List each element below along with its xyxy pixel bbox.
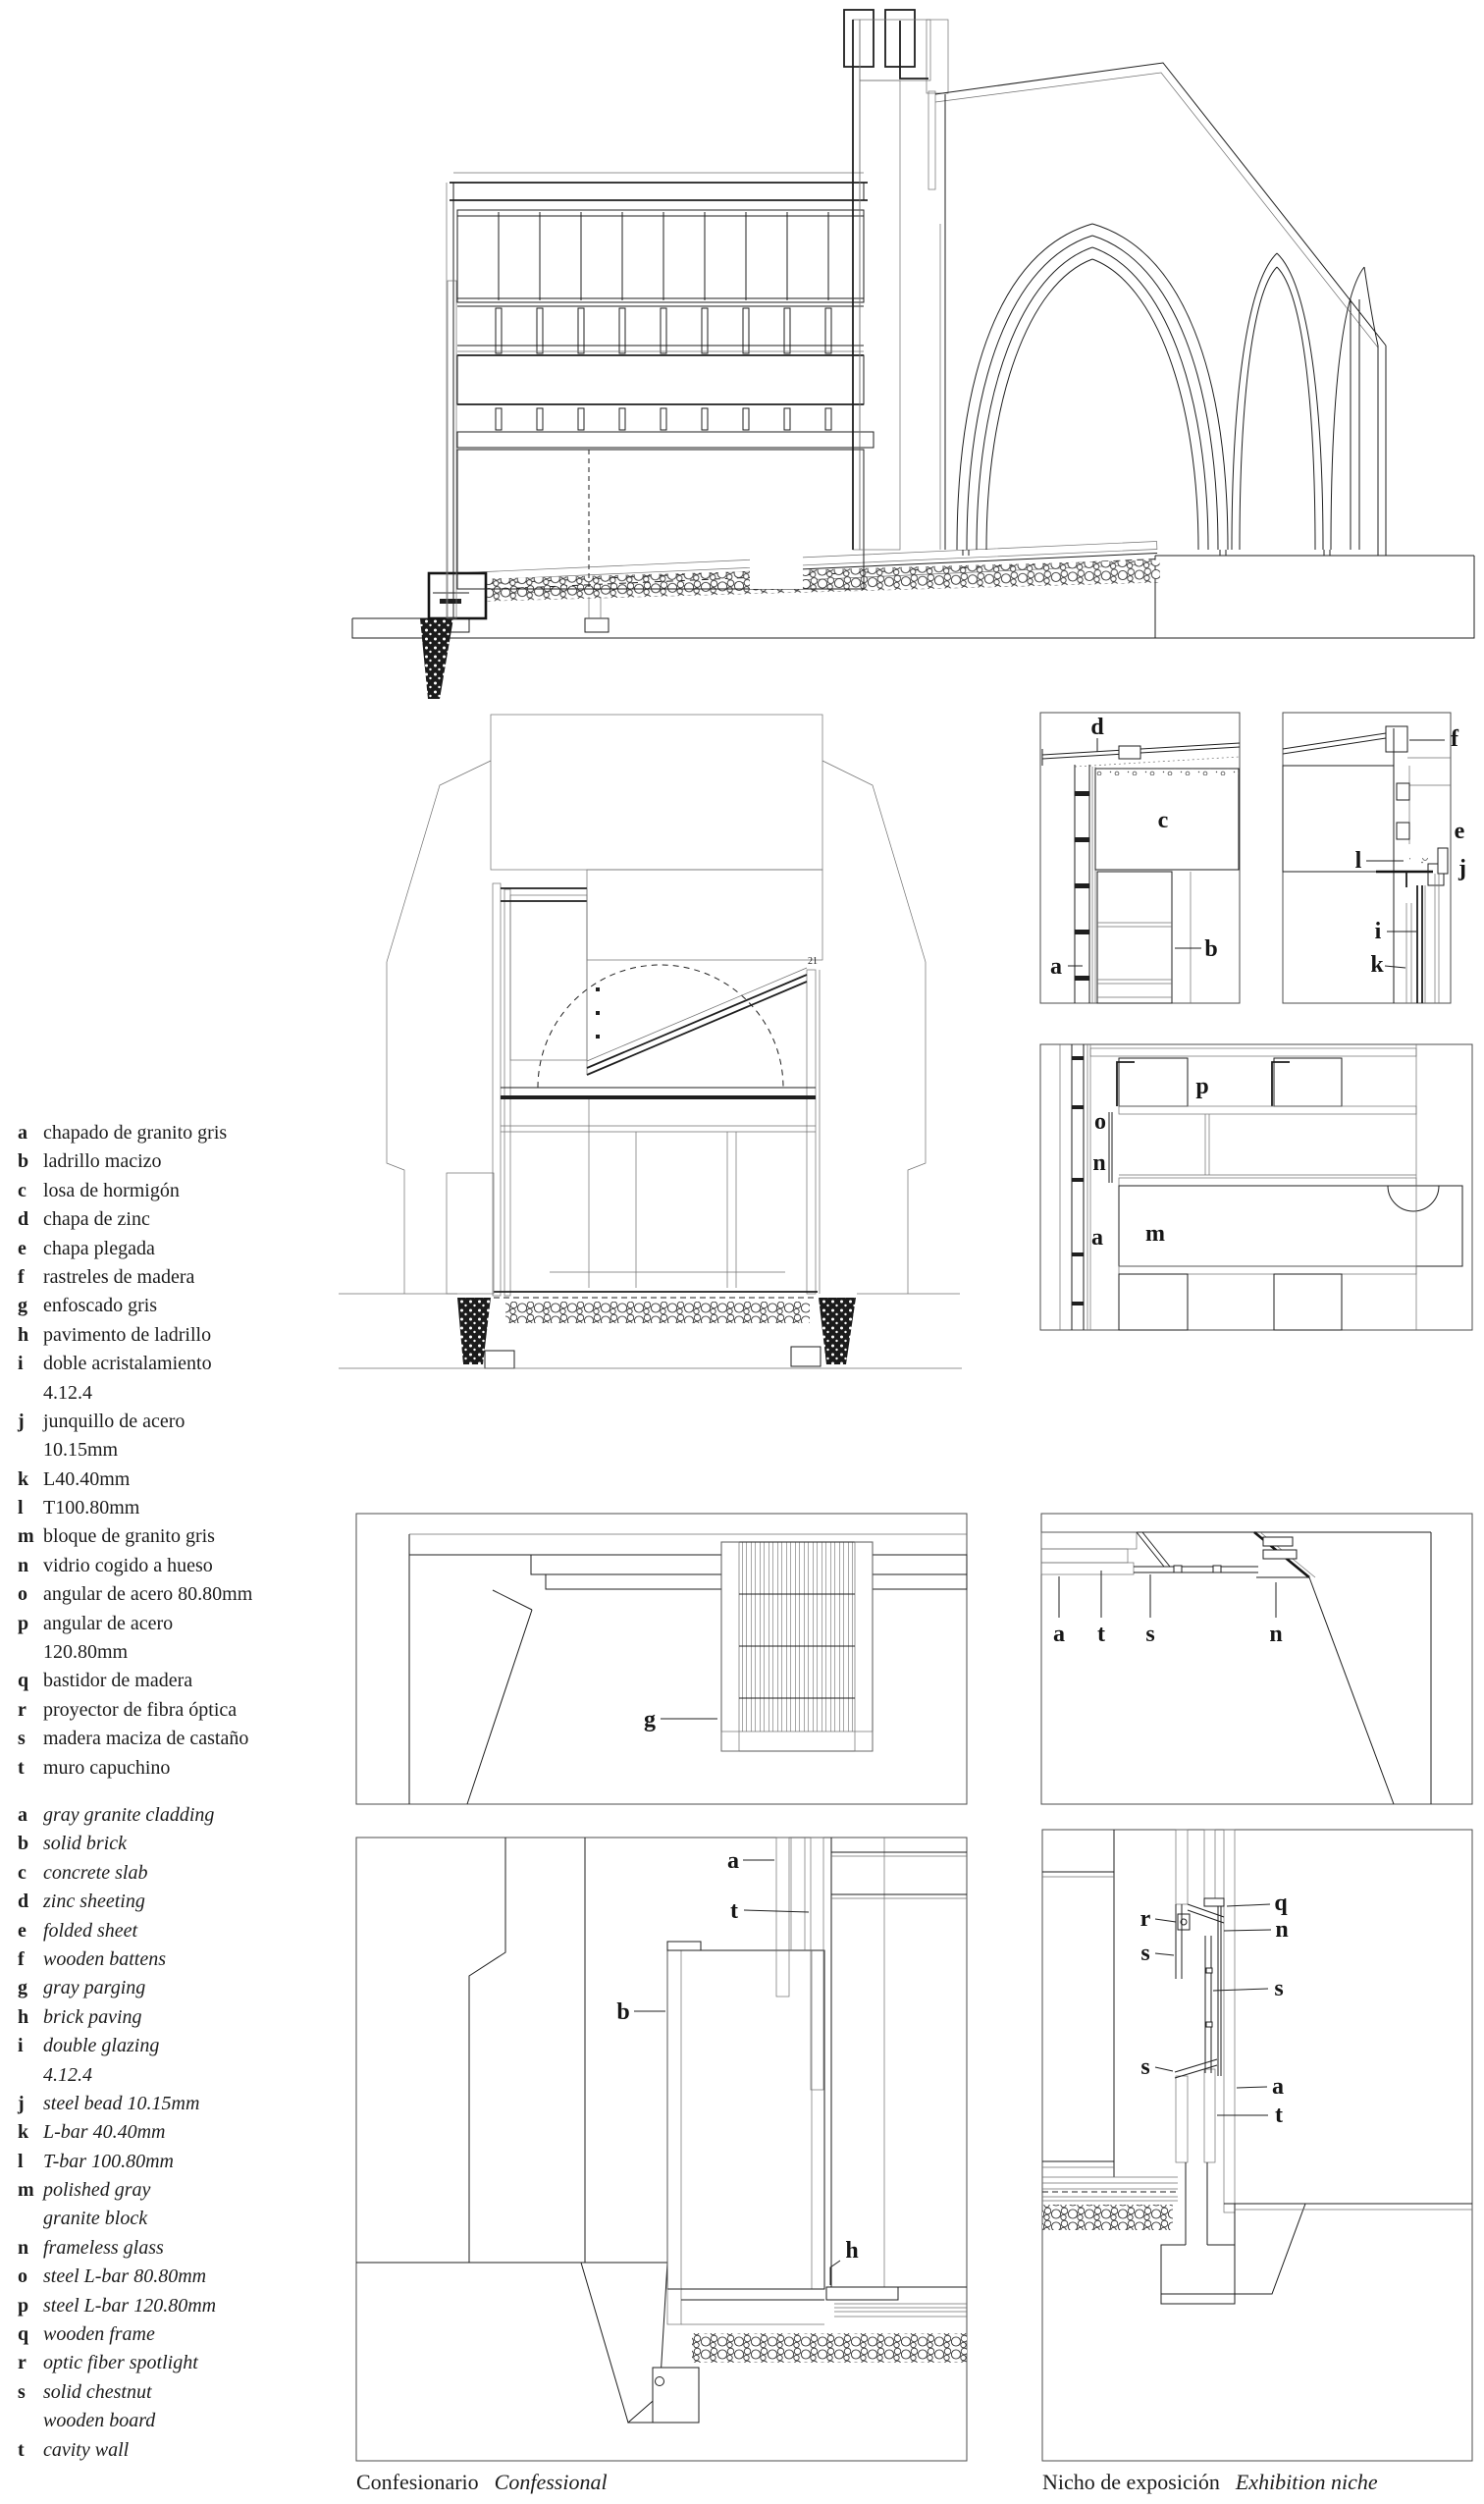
legend-item-key: e: [18, 1919, 26, 1942]
legend-item-text: wooden frame: [43, 2323, 155, 2346]
legend-item: [18, 1580, 332, 1609]
legend-item-key: q: [18, 2323, 29, 2346]
legend-item-key: m: [18, 2179, 34, 2202]
legend-item-key: [18, 1379, 43, 1408]
legend-item-text: angular de acero: [43, 1612, 174, 1634]
dimension-note: 21: [808, 956, 818, 967]
panel-church-longitudinal-section: [352, 10, 1474, 699]
legend-item-text: cavity wall: [43, 2438, 130, 2461]
legend-item-text: gray parging: [43, 1977, 146, 1999]
label-n: n: [1269, 1622, 1283, 1647]
label-h: h: [845, 2238, 859, 2264]
legend-item-key: k: [18, 2121, 29, 2144]
panel-niche-plan: [1041, 1514, 1472, 1804]
legend-item-key: [18, 2407, 43, 2435]
legend-item-text: proyector de fibra óptica: [43, 1698, 238, 1721]
legend-item-key: i: [18, 2035, 24, 2057]
legend-item-text: T-bar 100.80mm: [43, 2150, 174, 2172]
legend-item-key: a: [18, 1804, 27, 1826]
legend-item-text: chapado de granito gris: [43, 1122, 228, 1144]
panel-detail-cladding-head: [1040, 713, 1240, 1003]
legend-item: [18, 2003, 332, 2032]
legend-item-key: r: [18, 1698, 26, 1721]
legend-item-key: [18, 1638, 43, 1667]
legend-item: [18, 1667, 332, 1695]
legend-item: [18, 1610, 332, 1638]
legend-item-key: g: [18, 1295, 27, 1317]
label-e: e: [1454, 819, 1465, 844]
legend-item: [18, 2407, 332, 2435]
label-b: b: [616, 1999, 630, 2025]
caption-confessional-en: Confessional: [494, 2470, 608, 2494]
legend-item-key: a: [18, 1122, 27, 1144]
legend-item-key: j: [18, 2092, 25, 2114]
legend-item-text: concrete slab: [43, 1861, 148, 1884]
legend-item-text: polished gray: [43, 2179, 151, 2202]
legend-item-key: o: [18, 1583, 27, 1606]
legend-item-text: losa de hormigón: [43, 1179, 180, 1201]
legend-item: [18, 1350, 332, 1378]
caption-confessional: [356, 2470, 608, 2495]
legend-item-text: 4.12.4: [43, 2063, 92, 2086]
legend-item-text: angular de acero 80.80mm: [43, 1583, 253, 1606]
legend-item: [18, 1917, 332, 1945]
legend-item-text: muro capuchino: [43, 1756, 171, 1779]
legend-item-text: vidrio cogido a hueso: [43, 1554, 213, 1576]
legend-item-key: k: [18, 1467, 29, 1490]
legend-item-text: solid chestnut: [43, 2380, 152, 2403]
label-s: s: [1140, 1941, 1150, 1966]
label-a: a: [1050, 954, 1062, 980]
label-f: f: [1451, 726, 1458, 752]
legend-item: [18, 2148, 332, 2176]
legend-item-text: rastreles de madera: [43, 1265, 195, 1288]
panel-confessional-cross-section: [339, 715, 962, 1368]
panel-confessional-plan: [356, 1514, 967, 1804]
legend-item-key: s: [18, 2380, 26, 2403]
legend-item: [18, 1235, 332, 1263]
legend-item-text: pavimento de ladrillo: [43, 1323, 212, 1346]
legend-item: [18, 1177, 332, 1205]
legend-item-key: t: [18, 2438, 25, 2461]
legend-item: [18, 1552, 332, 1580]
legend-item-key: j: [18, 1410, 25, 1432]
legend-item: [18, 1436, 332, 1465]
legend-item-key: l: [18, 1497, 24, 1519]
legend-item: [18, 1754, 332, 1783]
legend-item-text: wooden board: [43, 2410, 156, 2432]
legend-item: [18, 1292, 332, 1320]
legend-item-text: 120.80mm: [43, 1641, 129, 1664]
label-s: s: [1274, 1976, 1284, 2001]
legend-item-text: bloque de granito gris: [43, 1525, 215, 1548]
legend-item: [18, 1696, 332, 1725]
panel-niche-base-plan: [1040, 1044, 1472, 1330]
legend-item-key: q: [18, 1670, 29, 1692]
legend-item: [18, 2032, 332, 2060]
legend-item-text: T100.80mm: [43, 1497, 140, 1519]
label-t: t: [730, 1898, 738, 1924]
legend-item: [18, 2378, 332, 2407]
legend-item: [18, 2061, 332, 2090]
legend-item: [18, 1408, 332, 1436]
label-c: c: [1157, 808, 1169, 833]
legend-item: [18, 2090, 332, 2118]
legend-item-key: f: [18, 1265, 25, 1288]
legend-item: [18, 2205, 332, 2233]
label-i: i: [1374, 919, 1382, 944]
legend-item-key: b: [18, 1150, 29, 1173]
legend-item-key: l: [18, 2150, 24, 2172]
legend-item-key: n: [18, 1554, 29, 1576]
caption-confessional-es: Confesionario: [356, 2470, 479, 2494]
label-a: a: [1053, 1622, 1065, 1647]
legend-item: [18, 1974, 332, 2002]
legend-item-text: steel bead 10.15mm: [43, 2092, 200, 2114]
legend-item-text: zinc sheeting: [43, 1891, 145, 1913]
legend-item: [18, 1888, 332, 1916]
legend-item: [18, 2320, 332, 2349]
legend-item-key: [18, 1436, 43, 1465]
legend-item-key: [18, 2061, 43, 2090]
label-o: o: [1094, 1109, 1106, 1135]
legend-item-text: steel L-bar 80.80mm: [43, 2265, 207, 2288]
legend-item: [18, 1801, 332, 1830]
legend-item: [18, 2436, 332, 2465]
legend-item-key: s: [18, 1728, 26, 1750]
label-t: t: [1097, 1622, 1105, 1647]
legend-item-key: t: [18, 1756, 25, 1779]
legend-item: [18, 1205, 332, 1234]
legend-item-key: d: [18, 1891, 29, 1913]
legend-item-text: chapa plegada: [43, 1237, 155, 1259]
label-n: n: [1092, 1150, 1106, 1176]
legend-item-text: junquillo de acero: [43, 1410, 186, 1432]
caption-niche-es: Nicho de exposición: [1042, 2470, 1220, 2494]
panel-niche-detail-section: [1042, 1830, 1472, 2461]
legend-item-text: 10.15mm: [43, 1439, 119, 1462]
legend-item: [18, 1859, 332, 1888]
legend-item: [18, 2349, 332, 2377]
label-a: a: [727, 1848, 739, 1874]
legend-item-text: brick paving: [43, 2005, 142, 2028]
legend-item-key: f: [18, 1947, 25, 1970]
legend-item: [18, 1465, 332, 1494]
legend-item-key: i: [18, 1353, 24, 1375]
legend-item-text: madera maciza de castaño: [43, 1728, 249, 1750]
label-l: l: [1354, 848, 1362, 874]
legend-item: [18, 2118, 332, 2147]
legend-item-text: wooden battens: [43, 1947, 166, 1970]
legend-item-key: d: [18, 1208, 29, 1231]
label-b: b: [1204, 936, 1218, 962]
legend-item-text: steel L-bar 120.80mm: [43, 2294, 217, 2317]
label-g: g: [644, 1707, 656, 1732]
legend-item: [18, 1263, 332, 1292]
legend-item-text: granite block: [43, 2208, 148, 2230]
legend-item: [18, 1321, 332, 1350]
legend-item-text: doble acristalamiento: [43, 1353, 212, 1375]
label-j: j: [1458, 856, 1466, 881]
legend-item: [18, 2234, 332, 2263]
label-n: n: [1275, 1917, 1289, 1943]
label-q: q: [1274, 1891, 1288, 1916]
legend-item-text: optic fiber spotlight: [43, 2352, 198, 2374]
legend-item: [18, 1945, 332, 1974]
caption-niche: [1042, 2470, 1378, 2495]
legend-item: [18, 1522, 332, 1551]
label-d: d: [1090, 715, 1104, 740]
legend-item-text: chapa de zinc: [43, 1208, 150, 1231]
legend-item: [18, 1638, 332, 1667]
legend-item-key: r: [18, 2352, 26, 2374]
legend-item-text: frameless glass: [43, 2236, 164, 2259]
legend-item-text: ladrillo macizo: [43, 1150, 162, 1173]
legend-spanish: [18, 1119, 332, 1783]
legend-item: [18, 1147, 332, 1176]
legend-item-text: folded sheet: [43, 1919, 138, 1942]
legend-item-key: h: [18, 2005, 29, 2028]
label-r: r: [1140, 1906, 1151, 1932]
legend-item-key: e: [18, 1237, 26, 1259]
legend-item-key: p: [18, 2294, 29, 2317]
label-a: a: [1272, 2074, 1284, 2100]
label-m: m: [1145, 1221, 1165, 1247]
legend-item-key: c: [18, 1861, 26, 1884]
legend-item-text: 4.12.4: [43, 1381, 92, 1404]
legend-item-key: c: [18, 1179, 26, 1201]
legend-item: [18, 2176, 332, 2205]
label-t: t: [1275, 2103, 1283, 2128]
legend-item: [18, 2263, 332, 2291]
label-s: s: [1145, 1622, 1155, 1647]
legend-item-text: enfoscado gris: [43, 1295, 158, 1317]
legend-item-key: b: [18, 1833, 29, 1855]
legend-item-text: bastidor de madera: [43, 1670, 193, 1692]
caption-niche-en: Exhibition niche: [1235, 2470, 1378, 2494]
legend-english: [18, 1801, 332, 2465]
legend-item-text: gray granite cladding: [43, 1804, 215, 1826]
legend-item-key: p: [18, 1612, 29, 1634]
label-s: s: [1140, 2054, 1150, 2080]
panel-detail-glazing-head: [1283, 713, 1466, 1003]
legend-item: [18, 1725, 332, 1753]
legend-item: [18, 1830, 332, 1858]
legend-item-key: g: [18, 1977, 27, 1999]
legend-item-key: m: [18, 1525, 34, 1548]
legend-item-key: [18, 2205, 43, 2233]
label-p: p: [1195, 1074, 1209, 1099]
legend-item-text: L40.40mm: [43, 1467, 131, 1490]
legend-item: [18, 1379, 332, 1408]
legend-item: [18, 1494, 332, 1522]
legend-item-key: h: [18, 1323, 29, 1346]
legend-item-key: o: [18, 2265, 27, 2288]
panel-confessional-detail-section: [356, 1838, 967, 2461]
legend-item-text: solid brick: [43, 1833, 127, 1855]
legend-item: [18, 1119, 332, 1147]
label-a: a: [1091, 1225, 1103, 1251]
legend-item-text: L-bar 40.40mm: [43, 2121, 166, 2144]
legend-item: [18, 2292, 332, 2320]
label-k: k: [1370, 952, 1384, 978]
legend-item-key: n: [18, 2236, 29, 2259]
legend-item-text: double glazing: [43, 2035, 160, 2057]
